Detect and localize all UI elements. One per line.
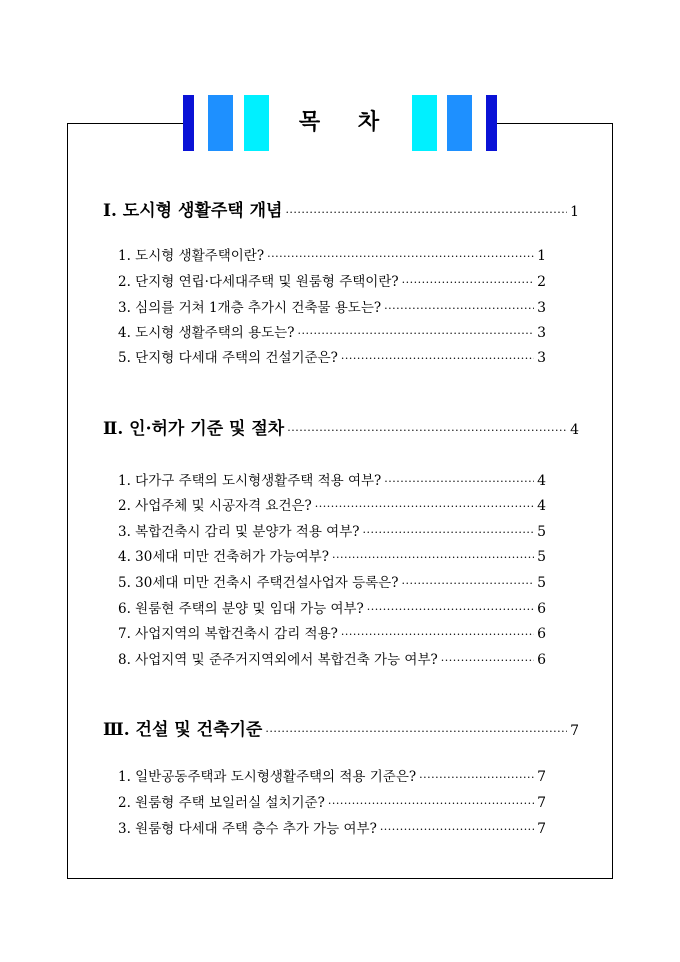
entry-page-number: 6 [537, 652, 546, 668]
toc-entry[interactable] [118, 597, 546, 617]
section-page-number: 4 [570, 422, 579, 438]
entry-label: 5. 단지형 다세대 주택의 건설기준은? [118, 350, 338, 366]
entry-page-number: 5 [537, 575, 546, 591]
entry-label: 1. 다가구 주택의 도시형생활주택 적용 여부? [118, 473, 382, 489]
dot-leader [315, 500, 534, 513]
section-label: Ⅰ. 도시형 생활주택 개념 [103, 201, 283, 221]
entry-label: 5. 30세대 미만 건축시 주택건설사업자 등록은? [118, 575, 399, 591]
entry-page-number: 3 [537, 350, 546, 366]
title-bar-decoration [447, 95, 472, 151]
toc-entry[interactable] [118, 545, 546, 565]
dot-leader [341, 352, 534, 365]
dot-leader [328, 797, 534, 810]
toc-section-heading[interactable] [103, 414, 579, 438]
dot-leader [332, 551, 534, 564]
title-bar-decoration [244, 95, 269, 151]
toc-entry[interactable] [118, 765, 546, 785]
toc-entry[interactable] [118, 469, 546, 489]
toc-entry[interactable] [118, 571, 546, 591]
dot-leader [384, 475, 534, 488]
toc-entry[interactable] [118, 321, 546, 341]
entry-page-number: 4 [537, 498, 546, 514]
toc-section-heading[interactable] [103, 715, 579, 739]
entry-label: 7. 사업지역의 복합건축시 감리 적용? [118, 626, 338, 642]
entry-label: 4. 도시형 생활주택의 용도는? [118, 325, 295, 341]
toc-entry[interactable] [118, 622, 546, 642]
toc-entry[interactable] [118, 520, 546, 540]
dot-leader [297, 327, 534, 340]
entry-label: 2. 단지형 연립·다세대주택 및 원룸형 주택이란? [118, 274, 399, 290]
toc-entry[interactable] [118, 346, 546, 366]
entry-page-number: 6 [537, 601, 546, 617]
dot-leader [419, 771, 534, 784]
entry-label: 6. 원룸현 주택의 분양 및 임대 가능 여부? [118, 601, 364, 617]
entry-label: 4. 30세대 미만 건축허가 가능여부? [118, 549, 329, 565]
dot-leader [267, 250, 534, 263]
dot-leader [362, 526, 534, 539]
title-banner [183, 95, 497, 151]
dot-leader [380, 823, 534, 836]
entry-page-number: 5 [537, 524, 546, 540]
dot-leader [441, 654, 534, 667]
toc-entry[interactable] [118, 791, 546, 811]
entry-page-number: 2 [537, 274, 546, 290]
dot-leader [265, 725, 567, 738]
entry-label: 2. 원룸형 주택 보일러실 설치기준? [118, 795, 325, 811]
entry-label: 1. 일반공동주택과 도시형생활주택의 적용 기준은? [118, 769, 417, 785]
section-label: Ⅲ. 건설 및 건축기준 [103, 720, 263, 740]
page-title: 목 차 [298, 110, 382, 135]
entry-page-number: 3 [537, 300, 546, 316]
entry-label: 8. 사업지역 및 준주거지역외에서 복합건축 가능 여부? [118, 652, 438, 668]
title-bar-decoration [486, 95, 497, 151]
dot-leader [384, 302, 534, 315]
entry-page-number: 5 [537, 549, 546, 565]
title-bar-decoration [412, 95, 437, 151]
dot-leader [287, 424, 567, 437]
entry-label: 3. 심의를 거쳐 1개층 추가시 건축물 용도는? [118, 300, 382, 316]
section-page-number: 1 [570, 204, 579, 220]
entry-page-number: 4 [537, 473, 546, 489]
entry-label: 3. 원룸형 다세대 주택 층수 추가 가능 여부? [118, 821, 377, 837]
dot-leader [367, 603, 534, 616]
toc-entry[interactable] [118, 817, 546, 837]
entry-page-number: 7 [537, 821, 546, 837]
section-label: Ⅱ. 인·허가 기준 및 절차 [103, 419, 285, 439]
toc-entry[interactable] [118, 244, 546, 264]
dot-leader [401, 577, 534, 590]
dot-leader [402, 276, 534, 289]
title-bar-decoration [208, 95, 233, 151]
toc-entry[interactable] [118, 270, 546, 290]
toc-entry[interactable] [118, 648, 546, 668]
entry-label: 2. 사업주체 및 시공자격 요건은? [118, 498, 312, 514]
toc-entry[interactable] [118, 494, 546, 514]
entry-label: 3. 복합건축시 감리 및 분양가 적용 여부? [118, 524, 360, 540]
entry-page-number: 7 [537, 795, 546, 811]
section-page-number: 7 [570, 723, 579, 739]
entry-page-number: 1 [537, 248, 546, 264]
entry-page-number: 6 [537, 626, 546, 642]
entry-page-number: 7 [537, 769, 546, 785]
entry-page-number: 3 [537, 325, 546, 341]
toc-entry[interactable] [118, 296, 546, 316]
dot-leader [341, 628, 534, 641]
title-bar-decoration [183, 95, 194, 151]
entry-label: 1. 도시형 생활주택이란? [118, 248, 265, 264]
dot-leader [285, 206, 567, 219]
toc-section-heading[interactable] [103, 196, 579, 220]
